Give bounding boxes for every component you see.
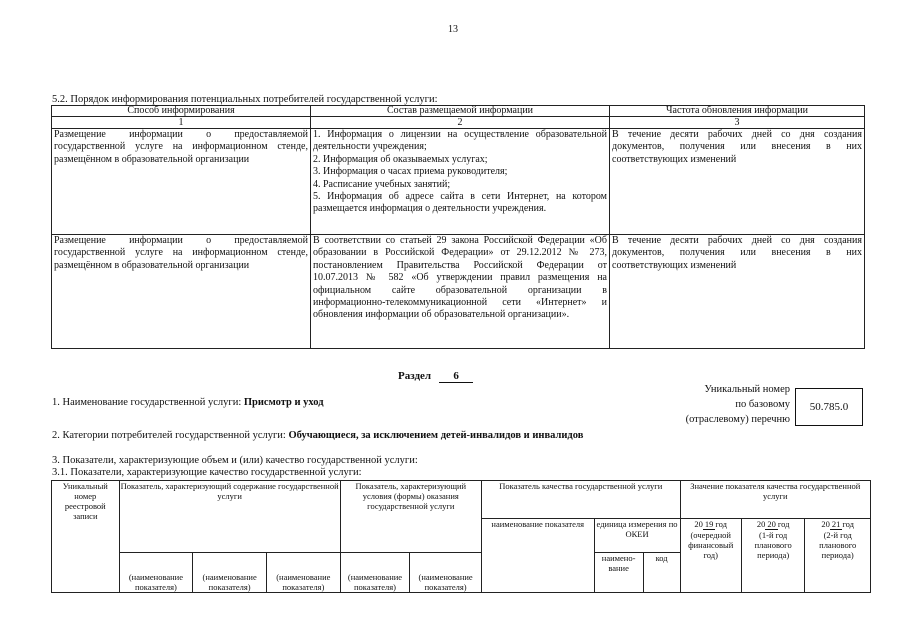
sub-indicator-name: (наименование показателя) xyxy=(410,553,482,593)
content-item: 1. Информация о лицензии на осуществление образовательной деятельности учреждения; xyxy=(313,129,607,153)
header-unique-record: Уникальный номер реестровой записи xyxy=(52,481,120,593)
header-year-plan-2: 20 21 год (2-й год планового периода) xyxy=(805,519,871,593)
header-unit: единица измерения по ОКЕИ xyxy=(594,519,680,553)
sub-indicator-name: (наименование показателя) xyxy=(119,553,193,593)
table-row xyxy=(52,235,865,349)
service-name-value: Присмотр и уход xyxy=(243,397,324,408)
quality-header-row xyxy=(52,481,871,519)
column-number-row xyxy=(52,117,865,129)
header-quality-indicator: Показатель качества государственной услуги xyxy=(481,481,680,519)
content-item: 5. Информация об адресе сайта в сети Интернет, на котором размещается информация о деятельности учреждения. xyxy=(313,191,607,215)
method-cell: Размещение информации о предоставляемой государственной услуге на информационном стенде, размещённом в образовательной организации xyxy=(52,235,311,349)
section-header xyxy=(398,370,473,383)
consumer-category-line xyxy=(52,430,583,441)
informing-table xyxy=(51,105,865,349)
method-cell: Размещение информации о предоставляемой государственной услуге на информационном стенде, размещённом в образовательной организации xyxy=(52,129,311,235)
unique-number-label-line: (отраслевому) перечню xyxy=(685,414,790,425)
col-number: 2 xyxy=(311,117,610,129)
section-label: Раздел xyxy=(398,370,432,382)
consumer-category-value: Обучающиеся, за исключением детей-инвалидов и инвалидов xyxy=(288,430,584,441)
table-header-row xyxy=(52,106,865,117)
quality-indicators-heading: 3.1. Показатели, характеризующие качество государственной услуги: xyxy=(52,467,362,478)
unique-number-label-line: по базовому xyxy=(735,399,790,410)
unique-number-label-line: Уникальный номер xyxy=(704,384,790,395)
indicators-heading: 3. Показатели, характеризующие объем и (или) качество государственной услуги: xyxy=(52,455,418,466)
table-row xyxy=(52,129,865,235)
header-frequency: Частота обновления информации xyxy=(610,106,865,117)
unique-number-box: 50.785.0 xyxy=(795,388,863,426)
header-content-indicator: Показатель, характеризующий содержание государственной услуги xyxy=(119,481,340,553)
content-item: 2. Информация об оказываемых услугах; xyxy=(313,153,488,165)
frequency-cell: В течение десяти рабочих дней со дня создания документов, получения или внесения в них соответствующих изменений xyxy=(610,235,865,349)
content-item: 4. Расписание учебных занятий; xyxy=(313,178,451,190)
header-unit-name: наимено-вание xyxy=(594,553,643,593)
sub-indicator-name: (наименование показателя) xyxy=(266,553,340,593)
header-content: Состав размещаемой информации xyxy=(311,106,610,117)
header-conditions-indicator: Показатель, характеризующий условия (формы) оказания государственной услуги xyxy=(340,481,481,553)
sub-indicator-name: (наименование показателя) xyxy=(193,553,267,593)
header-method: Способ информирования xyxy=(52,106,311,117)
header-year-current: 20 19 год (очередной финансовый год) xyxy=(680,519,741,593)
header-quality-value: Значение показателя качества государственной услуги xyxy=(680,481,870,519)
header-unit-code: код xyxy=(643,553,680,593)
unique-number-label xyxy=(666,382,790,427)
content-cell xyxy=(311,129,610,235)
content-cell: В соответствии со статьей 29 закона Российской Федерации «Об образовании в Российской Федерации» от 29.12.2012 № 273, постановлением Правительства Российской Федерации от 10.07.2013 № 582 «Об утверждении правил размещения на официальном сайте образовательной организации в информационно-телекоммуникационной сети «Интернет» и обновления информации об образовательной организации». xyxy=(311,235,610,349)
service-name-prefix: 1. Наименование государственной услуги: xyxy=(52,397,244,408)
header-year-plan-1: 20 20 год (1-й год планового периода) xyxy=(741,519,804,593)
section-number: 6 xyxy=(439,370,473,383)
service-name-line xyxy=(52,397,324,408)
frequency-cell: В течение десяти рабочих дней со дня создания документов, получения или внесения в них соответствующих изменений xyxy=(610,129,865,235)
col-number: 1 xyxy=(52,117,311,129)
quality-table xyxy=(51,480,871,593)
page-number: 13 xyxy=(448,24,458,35)
content-item: 3. Информация о часах приема руководителя; xyxy=(313,166,508,178)
sub-indicator-name: (наименование показателя) xyxy=(340,553,410,593)
section-5-2-title: 5.2. Порядок информирования потенциальных потребителей государственной услуги: xyxy=(52,94,438,105)
header-indicator-name: наименование показателя xyxy=(481,519,594,593)
col-number: 3 xyxy=(610,117,865,129)
consumer-category-prefix: 2. Категории потребителей государственной услуги: xyxy=(52,430,289,441)
